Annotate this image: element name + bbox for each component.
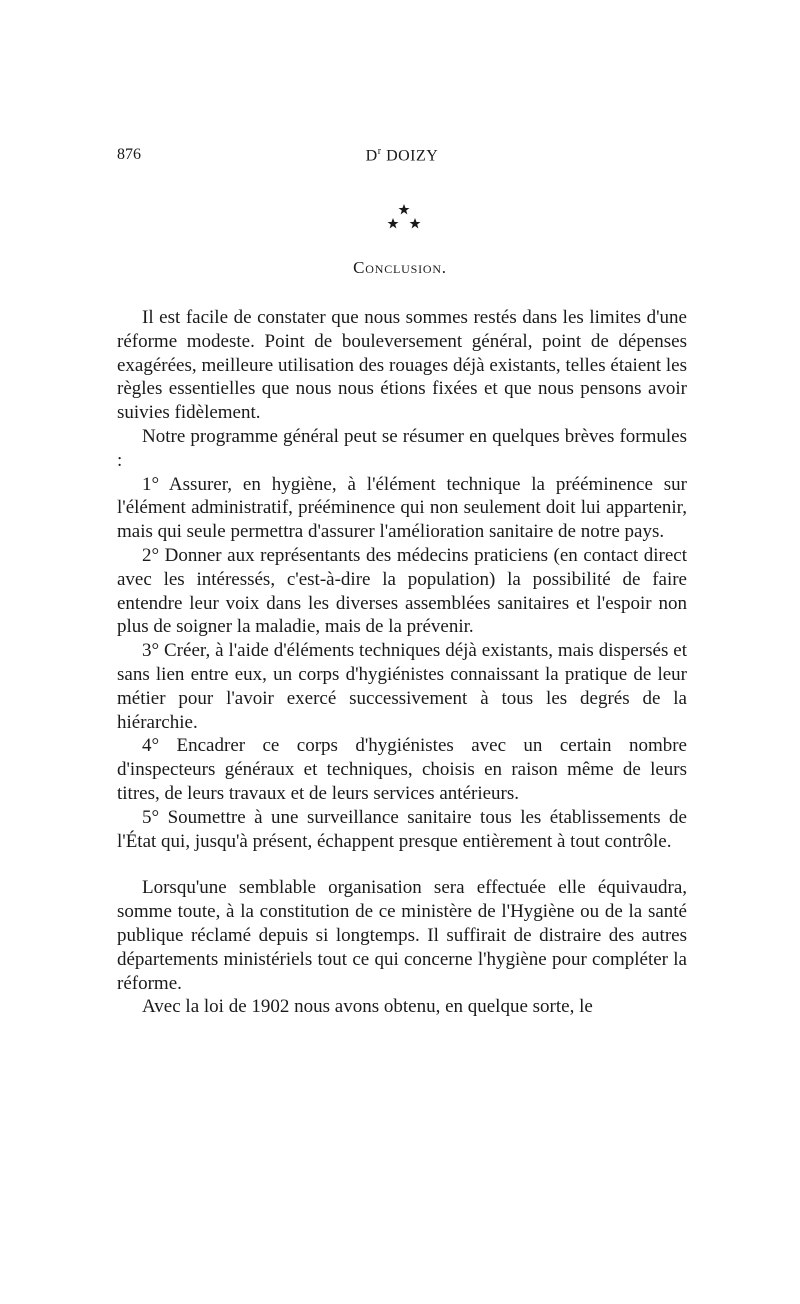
list-item: 1° Assurer, en hygiène, à l'élément technique la prééminence sur l'élément administratif, prééminence qui non seulement doit lui appartenir, mais qui seule permettra d'assurer l'amélioration sanitaire de notre pays. bbox=[117, 473, 687, 543]
star-icon bbox=[410, 218, 421, 229]
paragraph: Avec la loi de 1902 nous avons obtenu, en quelque sorte, le bbox=[142, 996, 593, 1018]
star-icon bbox=[399, 204, 410, 215]
list-item: 5° Soumettre à une surveillance sanitaire tous les établissements de l'État qui, jusqu'à présent, échappent presque entièrement à tout contrôle. bbox=[117, 806, 687, 852]
section-heading: Conclusion. bbox=[353, 258, 447, 277]
paragraph: Notre programme général peut se résumer en quelques brèves formules : bbox=[117, 425, 687, 471]
paragraph: Lorsqu'une semblable organisation sera effectuée elle équivaudra, somme toute, à la constitution de ce ministère de l'Hygiène ou de la santé publique réclamé depuis si longtemps. Il suffirait de distraire des autres départements ministériels tout ce qui concerne l'hygiène pour compléter la réforme. bbox=[117, 877, 687, 994]
star-icon bbox=[388, 218, 399, 229]
list-item: 3° Créer, à l'aide d'éléments techniques déjà existants, mais dispersés et sans lien entre eux, un corps d'hygiénistes connaissant la pratique de leur métier pour l'avoir exercé successivement à tous les degrés de la hiérarchie. bbox=[117, 640, 687, 733]
list-item: 2° Donner aux représentants des médecins praticiens (en contact direct avec les intéressés, c'est-à-dire la population) la possibilité de faire entendre leur voix dans les diverses assemblées sanitaires et l'espoir non plus de soigner la maladie, mais de la prévenir. bbox=[117, 544, 687, 638]
list-item: 4° Encadrer ce corps d'hygiénistes avec un certain nombre d'inspecteurs généraux et techniques, choisis en raison même de leurs titres, de leurs travaux et de leurs services antérieurs. bbox=[117, 735, 687, 804]
page-number: 876 bbox=[117, 146, 141, 163]
author-prefix: D bbox=[365, 147, 378, 165]
author-superscript: r bbox=[377, 146, 382, 157]
asterism-icon bbox=[380, 196, 430, 236]
running-header bbox=[117, 146, 687, 170]
running-title bbox=[117, 146, 687, 165]
body-text bbox=[117, 306, 687, 1019]
paragraph: Il est facile de constater que nous sommes restés dans les limites d'une réforme modeste. Point de bouleversement général, point de dépenses exagérées, meilleure utilisation des rouages déjà existants, telles étaient les règles essentielles que nous nous étions fixées et que nous pensons avoir suivies fidèlement. bbox=[117, 307, 687, 424]
author-name: DOIZY bbox=[386, 147, 439, 165]
